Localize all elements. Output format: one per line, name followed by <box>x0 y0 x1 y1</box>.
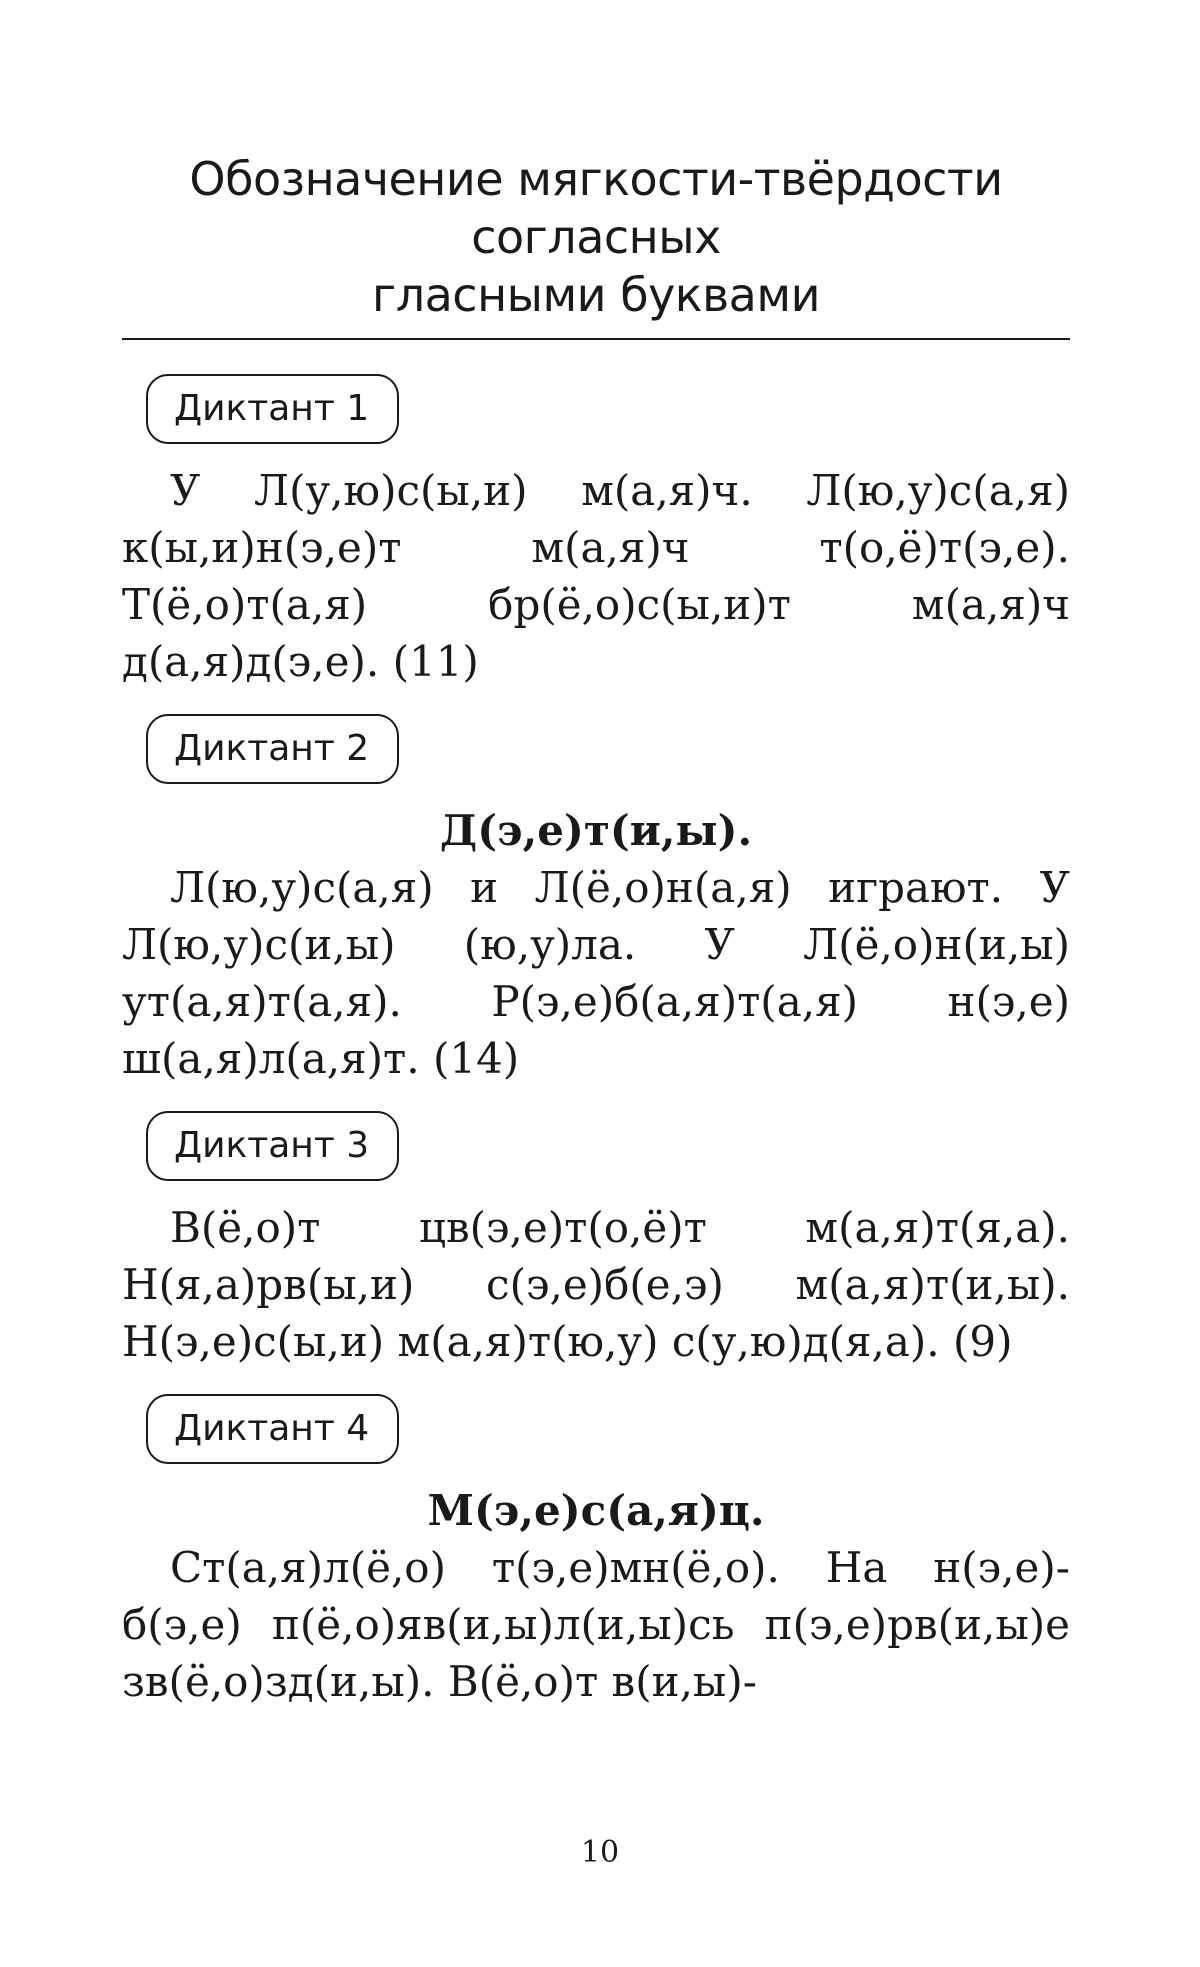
page-title <box>122 150 1070 324</box>
dictation-label: Диктант 1 <box>146 374 399 444</box>
page-content <box>122 150 1070 1734</box>
page-title-line-2: согласных <box>471 210 721 264</box>
dictation-3 <box>122 1111 1070 1370</box>
dictation-heading: Д(э,е)т(и,ы). <box>439 806 753 855</box>
dictation-heading: М(э,е)с(а,я)ц. <box>427 1486 765 1535</box>
dictation-2 <box>122 714 1070 1087</box>
page-number: 10 <box>580 1835 620 1870</box>
dictation-label: Диктант 4 <box>146 1394 399 1464</box>
dictation-text: У Л(у,ю)с(ы,и) м(а,я)ч. Л(ю,у)с(а,я) к(ы,и)н(э,е)т м(а,я)ч т(о,ё)т(э,е). Т(ё,о)т(а,я) бр(ё,о)с(ы,и)т м(а,я)ч д(а,я)д(э,е). (11) <box>122 466 1070 686</box>
dictation-text: В(ё,о)т цв(э,е)т(о,ё)т м(а,я)т(я,а). Н(я,а)рв(ы,и) с(э,е)б(е,э) м(а,я)т(и,ы). Н(э,е)с(ы,и) м(а,я)т(ю,у) с(у,ю)д(я,а). (9) <box>122 1203 1070 1366</box>
dictation-4 <box>122 1394 1070 1710</box>
page-title-line-3: гласными буквами <box>372 268 820 322</box>
dictation-label: Диктант 3 <box>146 1111 399 1181</box>
page-title-line-1: Обозначение мягкости-твёрдости <box>189 152 1003 206</box>
dictation-label: Диктант 2 <box>146 714 399 784</box>
title-divider <box>122 338 1070 340</box>
dictation-text: Л(ю,у)с(а,я) и Л(ё,о)н(а,я) играют. У Л(ю,у)с(и,ы) (ю,у)ла. У Л(ё,о)н(и,ы) ут(а,я)т(а,я). Р(э,е)б(а,я)т(а,я) н(э,е) ш(а,я)л(а,я)т. (14) <box>122 863 1070 1083</box>
dictation-text: Ст(а,я)л(ё,о) т(э,е)мн(ё,о). На н(э,е)б(э,е) п(ё,о)яв(и,ы)л(и,ы)сь п(э,е)рв(и,ы)е зв(ё,о)зд(и,ы). В(ё,о)т в(и,ы)- <box>122 1543 1070 1706</box>
dictation-1 <box>122 374 1070 690</box>
